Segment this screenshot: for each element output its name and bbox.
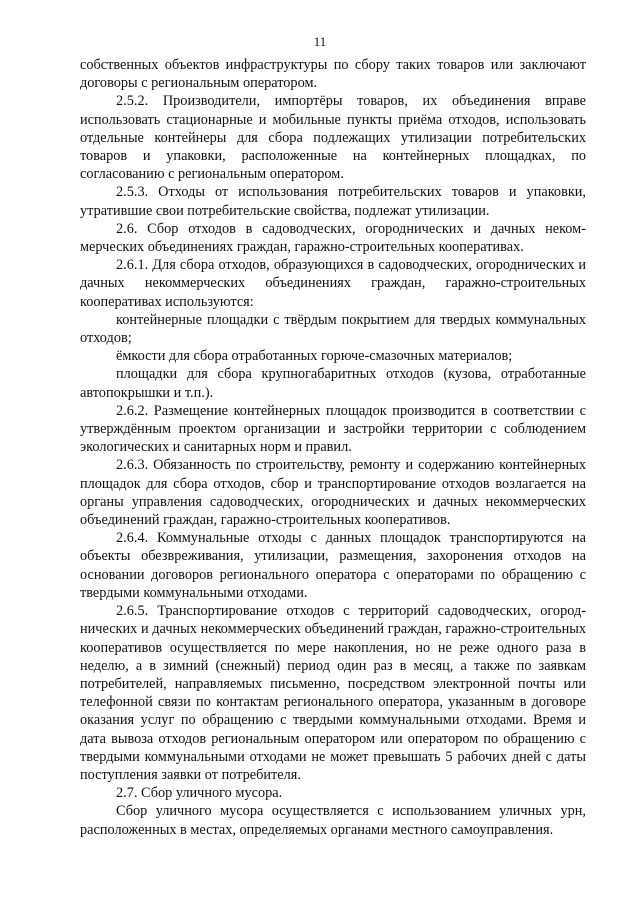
paragraph: 2.5.2. Производители, импортёры товаров, их объединения вправе использовать стационарные и мобильные пункты приёма отходов, использовать отдельные контейнеры для сбора подлежащих утилизации потребительских товаров и упаковки, расположенные на контейнерных площадках, по согласованию с региональным оператором. <box>80 93 586 183</box>
paragraph: Сбор уличного мусора осуществляется с использованием уличных урн, расположенных в местах, определяемых органами местного самоуправления. <box>80 803 586 838</box>
paragraph: 2.6.3. Обязанность по строительству, ремонту и содержанию контейнерных площадок для сбора отходов, сбор и транспортирование отходов возлагается на органы управления садоводческих, огороднических и дачных некоммерческих объединений граждан, гаражно-строительных кооперативов. <box>80 457 586 529</box>
paragraph: 2.6. Сбор отходов в садоводческих, огороднических и дачных некоммерческих объединениях граждан, гаражно-строительных кооперативах. <box>80 220 586 256</box>
paragraph: 2.6.4. Коммунальные отходы с данных площадок транспортируются на объекты обезвреживания, утилизации, размещения, захоронения отходов на основании договоров регионального оператора с операторами по обращению с твердыми коммунальными отходами. <box>80 530 586 601</box>
paragraph: 2.6.1. Для сбора отходов, образующихся в садоводческих, огороднических и дачных некоммерческих объединениях граждан, гаражно-строительных кооперативах используются: <box>80 257 586 310</box>
paragraph: 2.5.3. Отходы от использования потребительских товаров и упаковки, утратившие свои потребительские свойства, подлежат утилизации. <box>80 184 586 219</box>
paragraph: 2.6.2. Размещение контейнерных площадок производится в соответствии с утверждённым проектом организации и застройки территории с соблюдением экологических и санитарных норм и правил. <box>80 402 586 456</box>
paragraph: собственных объектов инфраструктуры по сбору таких товаров или заключают договоры с региональным оператором. <box>80 57 586 92</box>
paragraph: 2.6.5. Транспортирование отходов с территорий садоводческих, огороднических и дачных некоммерческих объединений граждан, гаражно-строительных кооперативов осуществляется по мере накопления, но не реже одного раза в неделю, а в зимний (снежный) период один раз в месяц, а также по заявкам потребителей, направляемых письменно, посредством электронной почты или телефонной связи по контактам регионального оператора, указанным в договоре оказания услуг по обращению с твердыми коммунальными отходами. Время и дата вывоза отходов региональным оператором или оператором по обращению с твердыми коммунальными отходами не может превышать 5 рабочих дней с даты поступления заявки от потребителя. <box>80 603 586 783</box>
paragraph: ёмкости для сбора отработанных горюче-смазочных материалов; <box>116 348 513 365</box>
page-number: 11 <box>313 34 327 49</box>
document-body <box>80 56 586 839</box>
paragraph: 2.7. Сбор уличного мусора. <box>116 785 283 802</box>
paragraph: контейнерные площадки с твёрдым покрытием для твердых коммунальных отходов; <box>80 311 586 347</box>
paragraph: площадки для сбора крупногабаритных отходов (кузова, отработанные автопокрышки и т.п.). <box>80 366 586 401</box>
